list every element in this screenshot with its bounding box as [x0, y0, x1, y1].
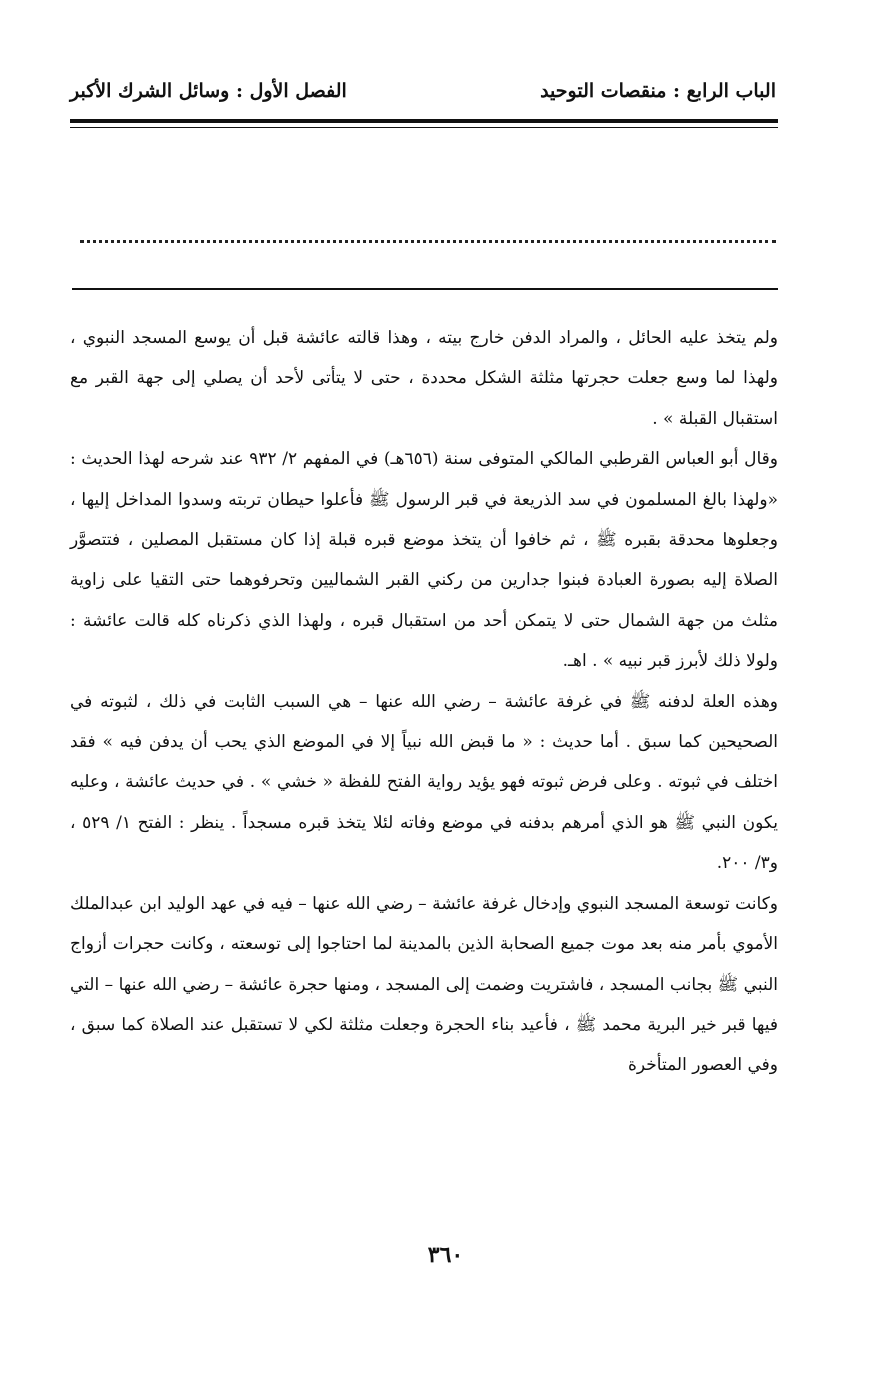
- text-line: القبر الشماليين وتحرفوهما حتى التقيا على زاوية مثلث من جهة الشمال حتى لا يتمكن أحد: [70, 570, 778, 631]
- text-line: في الصحيحين كما سبق . أما حديث : « ما قبض الله نبياً إلا في الموضع الذي يحب أن: [70, 691, 778, 753]
- page-number: ٣٦٠: [427, 1242, 464, 1268]
- header-rule-thin: [70, 127, 778, 128]
- text-line: من استقبال قبره ، ولهذا الذي ذكرناه كله قالت عائشة : ولولا ذلك لأبرز قبر نبيه » . اهـ.: [70, 610, 778, 672]
- text-line: إلى جهة القبر مع استقبال القبلة » .: [70, 368, 778, 429]
- text-line: ولم يتخذ عليه الحائل ، والمراد الدفن خارج بيته ، وهذا قالته عائشة قبل أن يوسع المسجد: [132, 328, 778, 348]
- text-line: تربته وسدوا المداخل إليها ، وجعلوها محدقة بقبره ﷺ ، ثم خافوا أن يتخذ موضع قبره: [70, 489, 779, 551]
- text-line: توسعته ، وكانت حجرات أزواج النبي ﷺ بجانب المسجد ، فاشتريت وضمت إلى: [70, 934, 778, 995]
- text-line: بناء الحجرة وجعلت مثلثة لكي لا تستقبل عند الصلاة كما سبق ، وفي العصور المتأخرة: [70, 1014, 778, 1076]
- paragraph-4: [70, 884, 778, 1086]
- chapter-title: الباب الرابع : منقصات التوحيد: [540, 80, 776, 102]
- paragraph-2: [70, 439, 778, 681]
- text-line: المسجد ، ومنها حجرة عائشة – رضي الله عنها – التي فيها قبر خير البرية محمد ﷺ ، فأعيد: [70, 974, 779, 1035]
- body-text: [70, 318, 778, 1086]
- text-line: وهذه العلة لدفنه ﷺ في غرفة عائشة – رضي الله عنها – هي السبب الثابت في ذلك ، لثبوته: [100, 691, 779, 712]
- text-line: في حديث عائشة ، وعليه يكون النبي ﷺ هو الذي أمرهم بدفنه في موضع وفاته لئلا يتخذ: [70, 772, 778, 833]
- header-rule-thick: [70, 119, 778, 123]
- text-line: وكانت توسعة المسجد النبوي وإدخال غرفة عائشة – رضي الله عنها – فيه في عهد الوليد: [167, 893, 778, 914]
- section-title: الفصل الأول : وسائل الشرك الأكبر: [70, 80, 347, 102]
- text-line: قبره مسجداً . ينظر : الفتح ١/ ٥٢٩ ، و٣/ ٢٠٠.: [70, 812, 778, 874]
- text-line: ابن عبدالملك الأموي بأمر منه بعد موت جميع الصحابة الذين بالمدينة لما احتاجوا إلى: [70, 893, 779, 955]
- text-line: النبوي ، ولهذا لما وسع جعلت حجرتها مثلثة الشكل محددة ، حتى لا يتأتى لأحد أن يصلي: [70, 328, 778, 389]
- running-header: [70, 72, 776, 116]
- paragraph-3: [70, 682, 778, 884]
- footnote-rule: [72, 288, 778, 290]
- text-line: لهذا الحديث : «ولهذا بالغ المسلمون في سد الذريعة في قبر الرسول ﷺ فأعلوا حيطان: [70, 449, 779, 510]
- text-line: قبلة إذا كان مستقبل المصلين ، فتتصوَّر الصلاة إليه بصورة العبادة فبنوا جدارين من ركني: [70, 530, 779, 591]
- paragraph-1: [70, 318, 778, 439]
- dotted-separator: [80, 240, 776, 243]
- text-line: يدفن فيه » فقد اختلف في ثبوته . وعلى فرض ثبوته فهو يؤيد رواية الفتح للفظة « خشي » .: [70, 732, 778, 793]
- text-line: وقال أبو العباس القرطبي المالكي المتوفى سنة (٦٥٦هـ) في المفهم ٢/ ٩٣٢ عند شرحه: [170, 449, 778, 470]
